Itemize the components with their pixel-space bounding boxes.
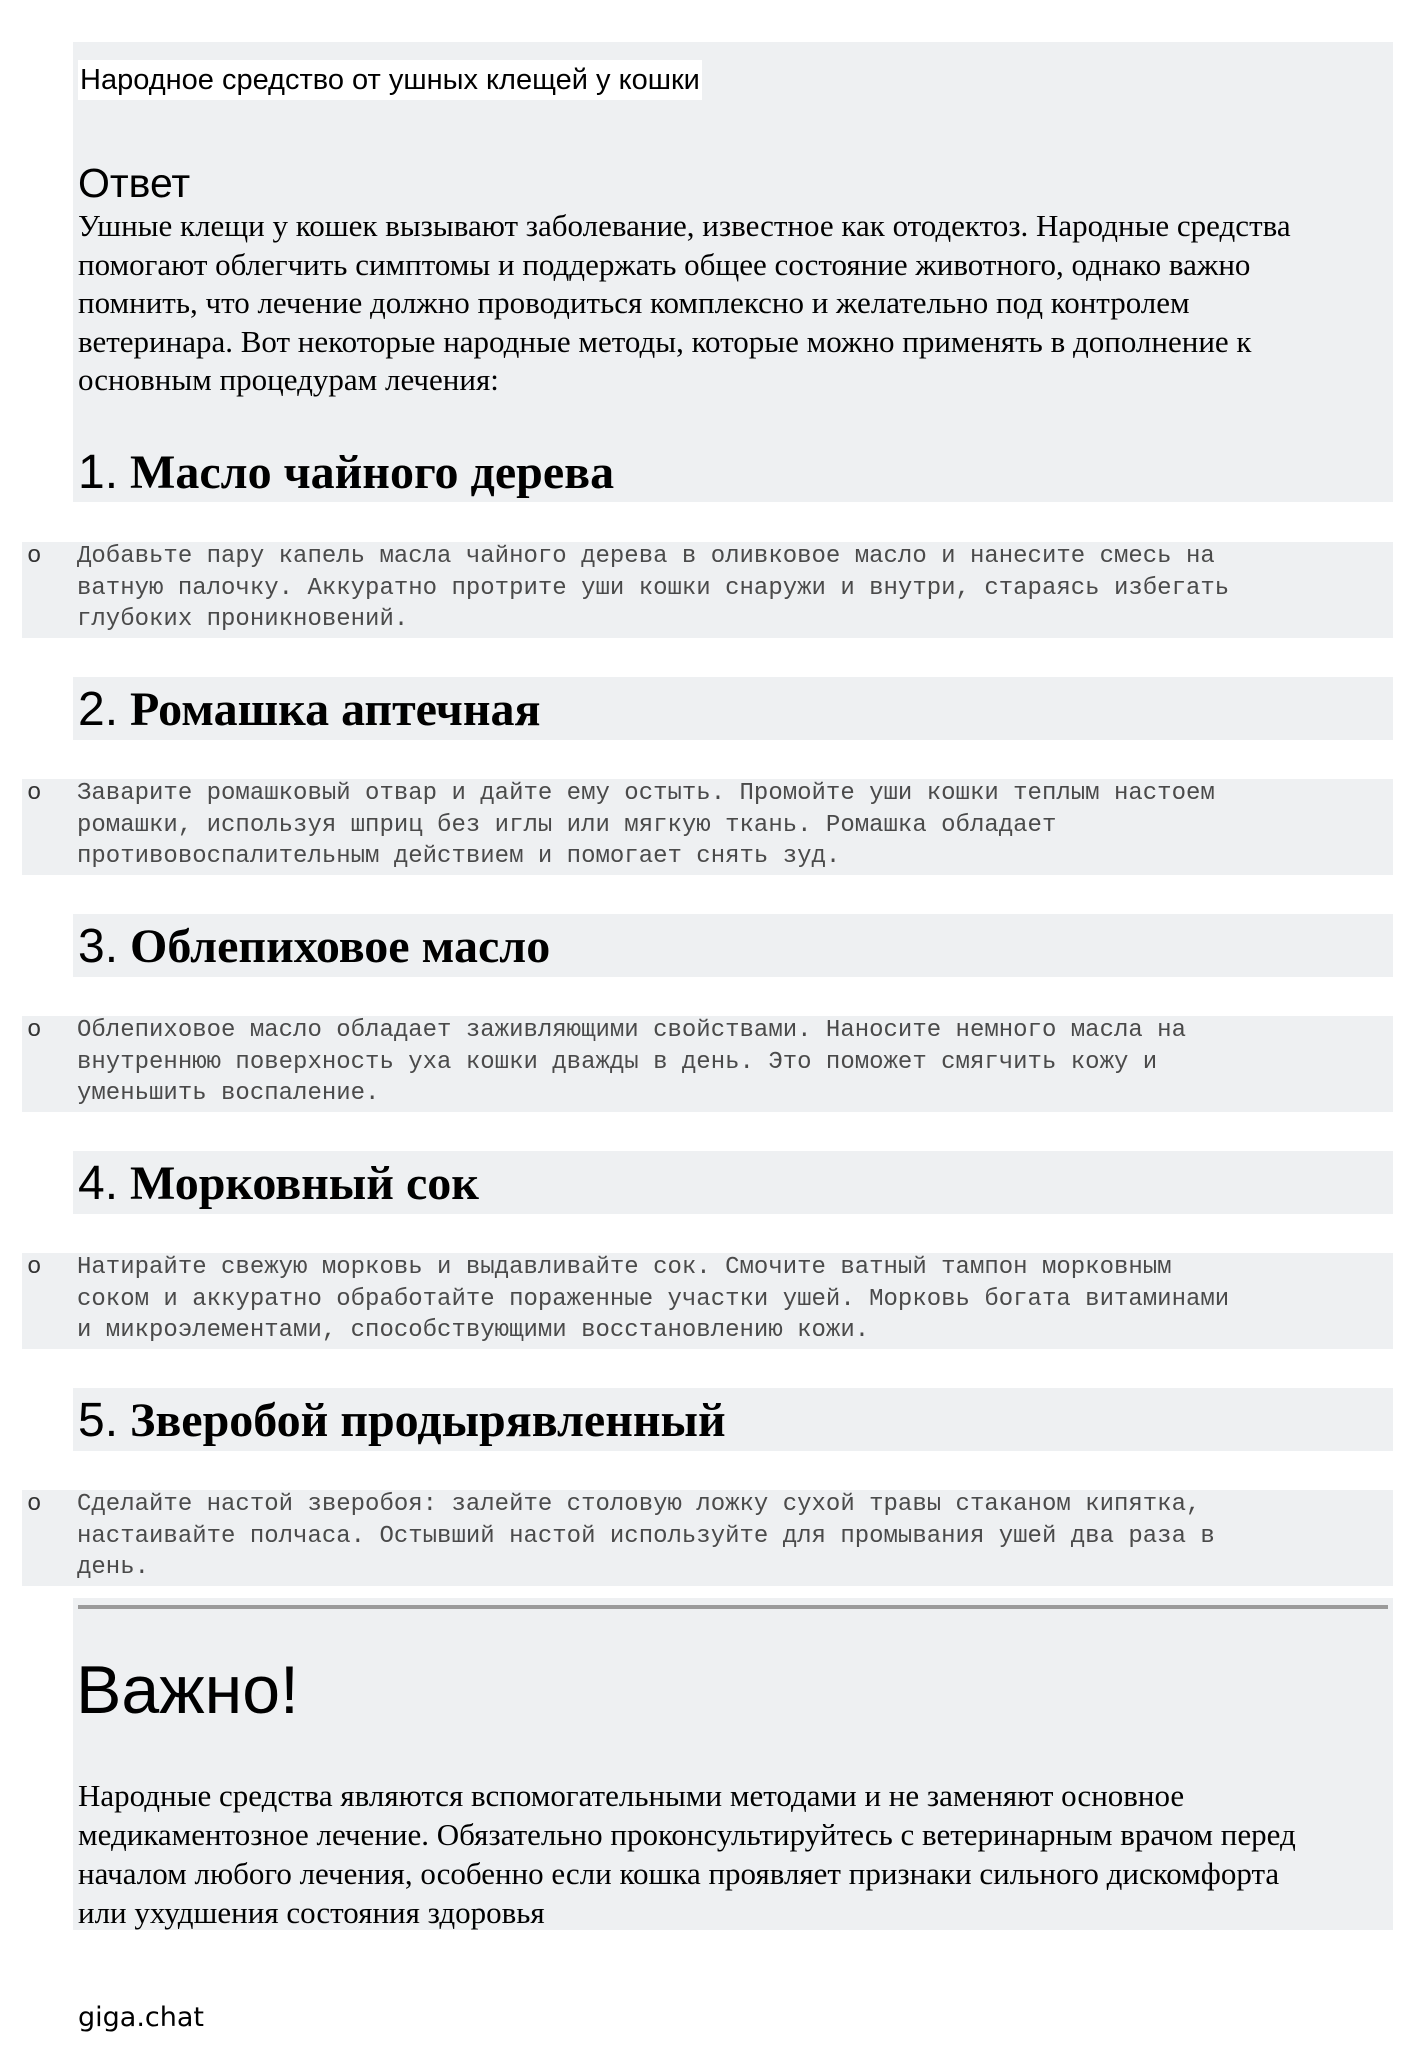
- section-heading-3: [78, 917, 550, 977]
- bullet-marker: o: [27, 1491, 42, 1518]
- section-5-text: [77, 1489, 1367, 1584]
- text-line: Заварите ромашковый отвар и дайте ему остыть. Промойте уши кошки теплым настоем: [77, 780, 1215, 807]
- important-paragraph: [78, 1776, 1388, 1932]
- intro-line: ветеринара. Вот некоторые народные методы, которые можно применять в дополнение к: [78, 323, 1252, 359]
- section-number: 1.: [78, 446, 119, 499]
- section-number: 4.: [78, 1157, 119, 1210]
- text-line: день.: [77, 1554, 150, 1582]
- bullet-marker: o: [27, 780, 42, 807]
- section-heading-1: [78, 443, 614, 503]
- section-3-text: [77, 1015, 1367, 1110]
- text-line: Народные средства являются вспомогательными методами и не заменяют основное: [78, 1778, 1185, 1813]
- text-line: Сделайте настой зверобоя: залейте столовую ложку сухой травы стаканом кипятка,: [77, 1491, 1201, 1518]
- important-heading: Важно!: [76, 1652, 299, 1728]
- section-heading-4: [78, 1154, 479, 1214]
- section-title: Зверобой продырявленный: [130, 1394, 726, 1447]
- text-line: ватную палочку. Аккуратно протрите уши кошки снаружи и внутри, стараясь избегать: [77, 574, 1230, 602]
- section-title: Ромашка аптечная: [130, 683, 541, 736]
- text-line: противовоспалительным действием и помогает снять зуд.: [77, 843, 841, 871]
- text-line: ромашки, используя шприц без иглы или мягкую ткань. Ромашка обладает: [77, 811, 1057, 839]
- text-line: внутреннюю поверхность уха кошки дважды в день. Это поможет смягчить кожу и: [77, 1048, 1158, 1076]
- text-line: началом любого лечения, особенно если кошка проявляет признаки сильного дискомфорта: [78, 1856, 1280, 1891]
- text-line: и микроэлементами, способствующими восстановлению кожи.: [77, 1317, 870, 1345]
- text-line: Натирайте свежую морковь и выдавливайте сок. Смочите ватный тампон морковным: [77, 1254, 1172, 1281]
- section-title: Масло чайного дерева: [130, 446, 615, 499]
- section-title: Морковный сок: [130, 1157, 479, 1210]
- horizontal-divider: [78, 1605, 1388, 1609]
- section-title: Облепиховое масло: [130, 920, 551, 973]
- section-1-text: [77, 541, 1367, 636]
- text-line: Добавьте пару капель масла чайного дерева в оливковое масло и нанесите смесь на: [77, 543, 1215, 570]
- text-line: соком и аккуратно обработайте пораженные участки ушей. Морковь богата витаминами: [77, 1285, 1230, 1313]
- text-line: настаивайте полчаса. Остывший настой используйте для промывания ушей два раза в: [77, 1522, 1215, 1550]
- text-line: медикаментозное лечение. Обязательно проконсультируйтесь с ветеринарным врачом перед: [78, 1817, 1296, 1852]
- intro-paragraph: [78, 207, 1368, 400]
- bullet-marker: o: [27, 1254, 42, 1281]
- bullet-marker: o: [27, 543, 42, 570]
- footer-source: giga.chat: [78, 2002, 204, 2033]
- intro-line: основным процедурам лечения:: [78, 362, 499, 397]
- text-line: или ухудшения состояния здоровья: [78, 1895, 545, 1930]
- section-heading-5: [78, 1391, 726, 1451]
- section-2-text: [77, 778, 1367, 873]
- answer-heading: Ответ: [78, 160, 191, 206]
- section-number: 2.: [78, 683, 119, 736]
- document-title: Народное средство от ушных клещей у кошки: [78, 60, 702, 100]
- bullet-marker: o: [27, 1017, 42, 1044]
- intro-line: помнить, что лечение должно проводиться комплексно и желательно под контролем: [78, 285, 1190, 320]
- text-line: глубоких проникновений.: [77, 606, 409, 634]
- section-heading-2: [78, 680, 540, 740]
- text-line: уменьшить воспаление.: [77, 1080, 380, 1108]
- section-number: 5.: [78, 1394, 119, 1447]
- intro-line: помогают облегчить симптомы и поддержать общее состояние животного, однако важно: [78, 246, 1251, 282]
- intro-line: Ушные клещи у кошек вызывают заболевание, известное как отодектоз. Народные средства: [78, 208, 1291, 243]
- section-4-text: [77, 1252, 1367, 1347]
- text-line: Облепиховое масло обладает заживляющими свойствами. Наносите немного масла на: [77, 1017, 1186, 1044]
- section-number: 3.: [78, 920, 119, 973]
